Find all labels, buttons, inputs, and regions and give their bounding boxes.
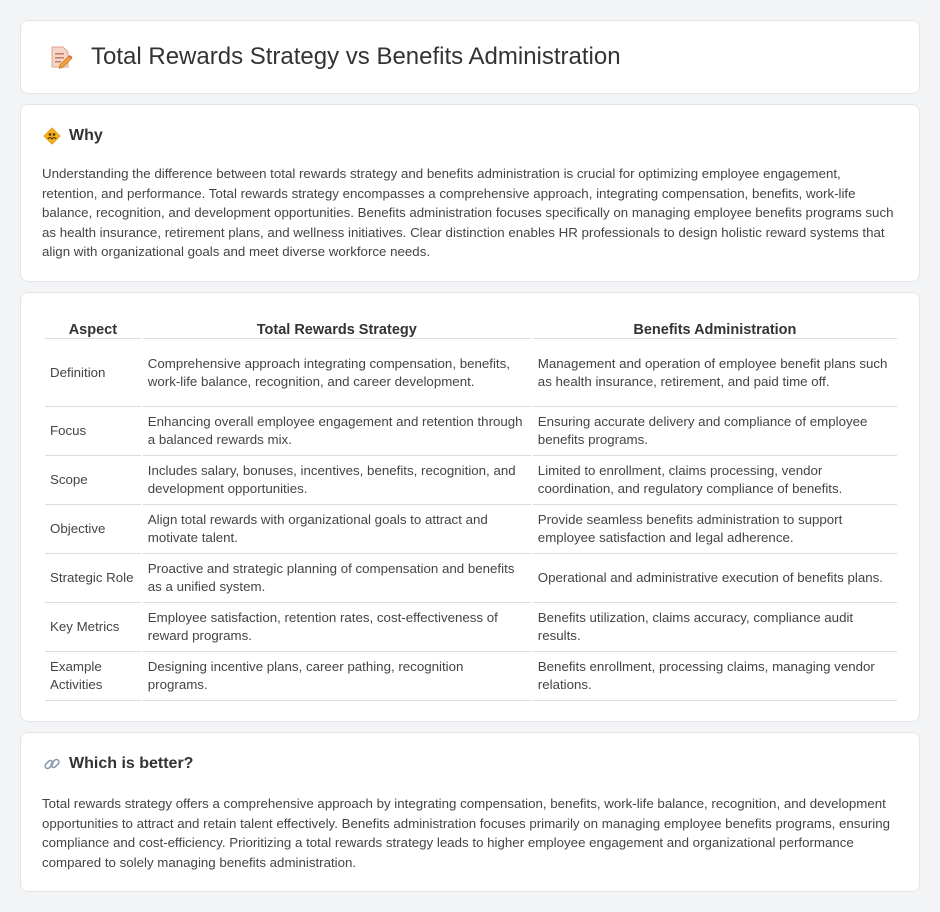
pencil-document-icon bbox=[47, 44, 73, 70]
row-benefits-admin: Ensuring accurate delivery and compliance of employee benefits programs. bbox=[533, 407, 897, 456]
row-total-rewards: Align total rewards with organizational goals to attract and motivate talent. bbox=[143, 505, 531, 554]
page-title: Total Rewards Strategy vs Benefits Administration bbox=[91, 43, 621, 70]
which-better-section bbox=[20, 732, 920, 892]
row-aspect: Key Metrics bbox=[45, 603, 141, 652]
header-benefits-admin: Benefits Administration bbox=[533, 315, 897, 339]
row-aspect: Scope bbox=[45, 456, 141, 505]
row-total-rewards: Designing incentive plans, career pathing, recognition programs. bbox=[143, 652, 531, 701]
row-aspect: Focus bbox=[45, 407, 141, 456]
row-total-rewards: Employee satisfaction, retention rates, cost-effectiveness of reward programs. bbox=[143, 603, 531, 652]
table-row bbox=[45, 554, 897, 603]
row-total-rewards: Proactive and strategic planning of compensation and benefits as a unified system. bbox=[143, 554, 531, 603]
row-aspect: Objective bbox=[45, 505, 141, 554]
row-aspect: Example Activities bbox=[45, 652, 141, 701]
row-total-rewards: Includes salary, bonuses, incentives, benefits, recognition, and development opportunities. bbox=[143, 456, 531, 505]
why-title: Why bbox=[69, 127, 103, 144]
table-row bbox=[45, 505, 897, 554]
comparison-section bbox=[20, 292, 920, 722]
row-total-rewards: Enhancing overall employee engagement and retention through a balanced rewards mix. bbox=[143, 407, 531, 456]
why-heading bbox=[21, 105, 919, 145]
row-total-rewards: Comprehensive approach integrating compensation, benefits, work-life balance, recognition, and career development. bbox=[143, 339, 531, 407]
title-card bbox=[20, 20, 920, 94]
table-header-row bbox=[45, 315, 897, 339]
row-aspect: Definition bbox=[45, 339, 141, 407]
row-benefits-admin: Benefits utilization, claims accuracy, compliance audit results. bbox=[533, 603, 897, 652]
diamond-people-icon bbox=[43, 127, 61, 145]
title-row bbox=[21, 21, 919, 93]
row-benefits-admin: Operational and administrative execution of benefits plans. bbox=[533, 554, 897, 603]
table-row bbox=[45, 339, 897, 407]
row-benefits-admin: Management and operation of employee benefit plans such as health insurance, retirement, and paid time off. bbox=[533, 339, 897, 407]
table-row bbox=[45, 652, 897, 701]
better-title: Which is better? bbox=[69, 755, 194, 772]
table-row bbox=[45, 456, 897, 505]
row-benefits-admin: Provide seamless benefits administration to support employee satisfaction and legal adherence. bbox=[533, 505, 897, 554]
row-benefits-admin: Limited to enrollment, claims processing, vendor coordination, and regulatory compliance of benefits. bbox=[533, 456, 897, 505]
comparison-table bbox=[43, 315, 899, 701]
row-benefits-admin: Benefits enrollment, processing claims, managing vendor relations. bbox=[533, 652, 897, 701]
better-paragraph: Total rewards strategy offers a comprehensive approach by integrating compensation, benefits, work-life balance, recognition, and development opportunities to attract and retain talent effectively. Benefits administration focuses primarily on managing employee benefits programs, ensuring compliance and cost-efficiency. Prioritizing a total rewards strategy leads to higher employee engagement and organizational performance compared to solely managing benefits administration. bbox=[42, 796, 891, 870]
table-row bbox=[45, 407, 897, 456]
table-row bbox=[45, 603, 897, 652]
why-section bbox=[20, 104, 920, 282]
better-heading bbox=[21, 733, 919, 773]
header-aspect: Aspect bbox=[45, 315, 141, 339]
row-aspect: Strategic Role bbox=[45, 554, 141, 603]
header-total-rewards: Total Rewards Strategy bbox=[143, 315, 531, 339]
link-icon bbox=[43, 755, 61, 773]
why-paragraph: Understanding the difference between total rewards strategy and benefits administration is crucial for optimizing employee engagement, retention, and performance. Total rewards strategy encompasses a comprehensive approach, integrating compensation, benefits, work-life balance, recognition, and development opportunities. Benefits administration focuses specifically on managing employee benefits programs such as health insurance, retirement plans, and wellness initiatives. Clear distinction enables HR professionals to design holistic reward systems that align with organizational goals and meet diverse workforce needs. bbox=[42, 166, 894, 260]
